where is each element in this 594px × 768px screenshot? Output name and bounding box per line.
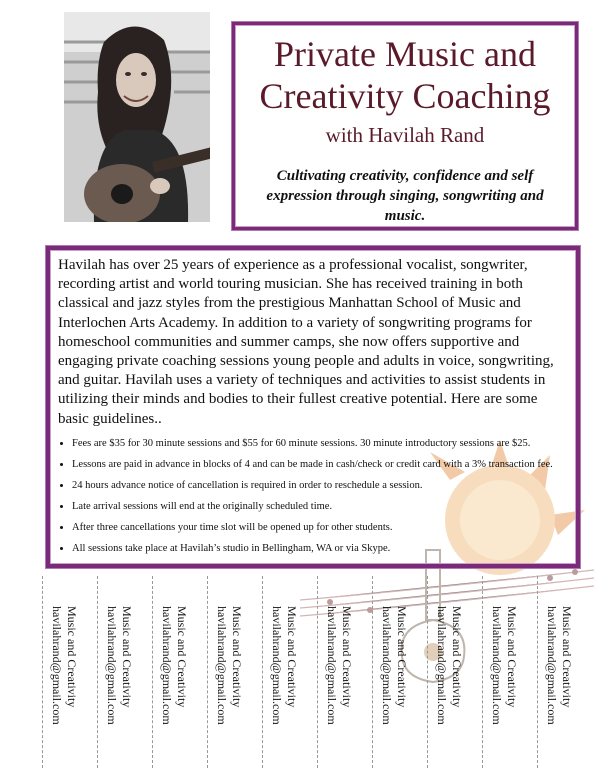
tear-tab[interactable] [537,576,590,768]
tab-email: havilahrand@gmail.com [325,606,339,725]
list-item: • 24 hours advance notice of cancellation is required in order to reschedule a session. [72,479,570,492]
intro-paragraph: Havilah has over 25 years of experience as a professional vocalist, songwriter, recording artist and world touring musician. She has received training in both classical and jazz styles from the prestigious Manhattan School of Music and Interlochen Arts Academy. In addition to a variety of songwriting programs for homeschool communities and summer camps, she now offers supportive and engaging private coaching sessions young people and adults in voice, songwriting, and guitar. Havilah uses a variety of techniques and activities to assist students in utilizing their minds and bodies to their fullest creative potential. Here are some basic guidelines.. [58,257,554,427]
tab-email: havilahrand@gmail.com [215,606,229,725]
list-item: • Late arrival sessions will end at the originally scheduled time. [72,500,570,513]
tab-label: Music and Creativity [340,606,354,708]
tear-tab[interactable] [152,576,205,768]
list-item: • After three cancellations your time slot will be opened up for other students. [72,521,570,534]
list-item: • All sessions take place at Havilah’s studio in Bellingham, WA or via Skype. [72,542,570,555]
tear-tab[interactable] [97,576,150,768]
guidelines-list [58,437,570,555]
tear-tab[interactable] [42,576,95,768]
tab-email: havilahrand@gmail.com [380,606,394,725]
tab-email: havilahrand@gmail.com [270,606,284,725]
tab-label: Music and Creativity [395,606,409,708]
title-box [232,22,578,230]
coach-photo [64,12,210,222]
tab-email: havilahrand@gmail.com [160,606,174,725]
page-title: Private Music and Creativity Coaching [259,34,551,116]
tab-email: havilahrand@gmail.com [490,606,504,725]
tab-email: havilahrand@gmail.com [545,606,559,725]
list-item: • Fees are $35 for 30 minute sessions and $55 for 60 minute sessions. 30 minute introductory sessions are $25. [72,437,570,450]
tab-label: Music and Creativity [285,606,299,708]
tab-email: havilahrand@gmail.com [105,606,119,725]
tear-tab[interactable] [262,576,315,768]
tab-label: Music and Creativity [120,606,134,708]
tab-label: Music and Creativity [175,606,189,708]
tear-tab[interactable] [372,576,425,768]
tear-tab[interactable] [207,576,260,768]
tear-tab[interactable] [427,576,480,768]
info-box [46,246,580,568]
guitarist-photo-illustration [64,12,210,222]
tab-label: Music and Creativity [230,606,244,708]
tab-email: havilahrand@gmail.com [435,606,449,725]
tear-tab[interactable] [317,576,370,768]
tear-off-tabs [42,576,594,768]
tear-tab[interactable] [482,576,535,768]
tab-label: Music and Creativity [505,606,519,708]
list-item: • Lessons are paid in advance in blocks of 4 and can be made in cash/check or credit card with a 3% transaction fee. [72,458,570,471]
tab-label: Music and Creativity [65,606,79,708]
tab-label: Music and Creativity [450,606,464,708]
tab-label: Music and Creativity [560,606,574,708]
tagline: Cultivating creativity, confidence and self expression through singing, songwriting and music. [266,168,544,224]
tab-email: havilahrand@gmail.com [50,606,64,725]
page-subtitle: with Havilah Rand [325,123,485,147]
